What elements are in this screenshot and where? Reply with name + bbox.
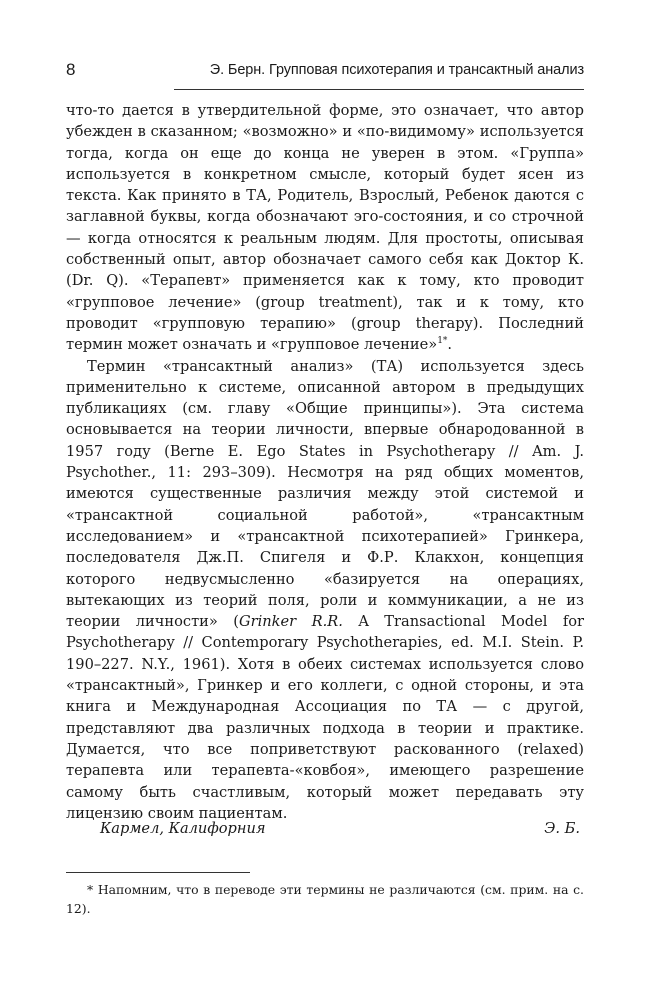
- paragraph-1-text: что-то дается в утвердительной форме, это означает, что автор убежден в сказанном; «возможно» и «по-видимому» используется тогда, когда он еще до конца не уверен в этом. «Группа» используется в конкретном смысле, который будет ясен из текста. Как принято в ТА, Родитель, Взрослый, Ребенок даются с заглавной буквы, когда обозначают эго-состояния, и со строчной — когда относятся к реальным людям. Для простоты, описывая собственный опыт, автор обозначает самого себя как Доктор К. (Dr. Q). «Терапевт» применяется как к тому, кто проводит «групповое лечение» (group treatment), так и к тому, кто проводит «групповую терапию» (group therapy). Последний термин может означать и «групповое лечение»: [66, 102, 584, 354]
- footnote-rule: [66, 872, 250, 873]
- footnote-marker: 1*: [437, 336, 448, 347]
- paragraph-2-continuation: A Transactional Model for Psychotherapy // Contemporary Psychotherapies, ed. M.I. Stein. P. 190–227. N.Y., 1961). Хотя в обеих системах используется слово «трансактный», Гринкер и его коллеги, с одной стороны, и эта книга и Международная Ассоциация по ТА — с другой, представляют два различных подхода в теории и практике. Думается, что все поприветствуют раскованного (relaxed) терапевта или терапевта-«ковбоя», имеющего разрешение самому быть счастливым, который может передавать эту лицензию своим пациентам.: [66, 613, 585, 822]
- signature-initials: Э. Б.: [544, 820, 580, 837]
- citation-author: Grinker R.R.: [238, 613, 343, 631]
- page-header: [66, 58, 584, 84]
- header-rule: [174, 89, 584, 90]
- paragraph-2-text: Термин «трансактный анализ» (ТА) используется здесь применительно к системе, описанной автором в предыдущих публикациях (см. главу «Общие принципы»). Эта система основывается на теории личности, впервые обнародованной в 1957 году (Berne E. Ego States in Psychotherapy // Am. J. Psychother., 11: 293–309). Несмотря на ряд общих моментов, имеются существенные различия между этой системой и «трансактной социальной работой», «трансактным исследованием» и «трансактной психотерапией» Гринкера, последователя Дж.П. Спигеля и Ф.Р. Клакхон, концепция которого недвусмысленно «базируется на операциях, вытекающих из теорий поля, роли и коммуникации, а не из теории личности» (: [66, 357, 584, 631]
- running-title: Э. Берн. Групповая психотерапия и трансактный анализ: [209, 62, 584, 78]
- paragraph-1: что-то дается в утвердительной форме, это означает, что автор убежден в сказанном; «возможно» и «по-видимому» используется тогда, когда он еще до конца не уверен в этом. «Группа» используется в конкретном смысле, который будет ясен из текста. Как принято в ТА, Родитель, Взрослый, Ребенок даются с заглавной буквы, когда обозначают эго-состояния, и со строчной — когда относятся к реальным людям. Для простоты, описывая собственный опыт, автор обозначает самого себя как Доктор К. (Dr. Q). «Терапевт» применяется как к тому, кто проводит «групповое лечение» (group treatment), так и к тому, кто проводит «групповую терапию» (group therapy). Последний термин может означать и «групповое лечение»$^{1*}$.: [66, 102, 584, 354]
- signature-line: [100, 820, 584, 842]
- footnote: * Напомним, что в переводе эти термины не различаются (см. прим. на с. 12).: [66, 882, 584, 916]
- signature-place: Кармел, Калифорния: [100, 820, 266, 837]
- page-number: 8: [66, 60, 76, 79]
- paragraph-2: [66, 356, 584, 825]
- body-text: [66, 100, 584, 824]
